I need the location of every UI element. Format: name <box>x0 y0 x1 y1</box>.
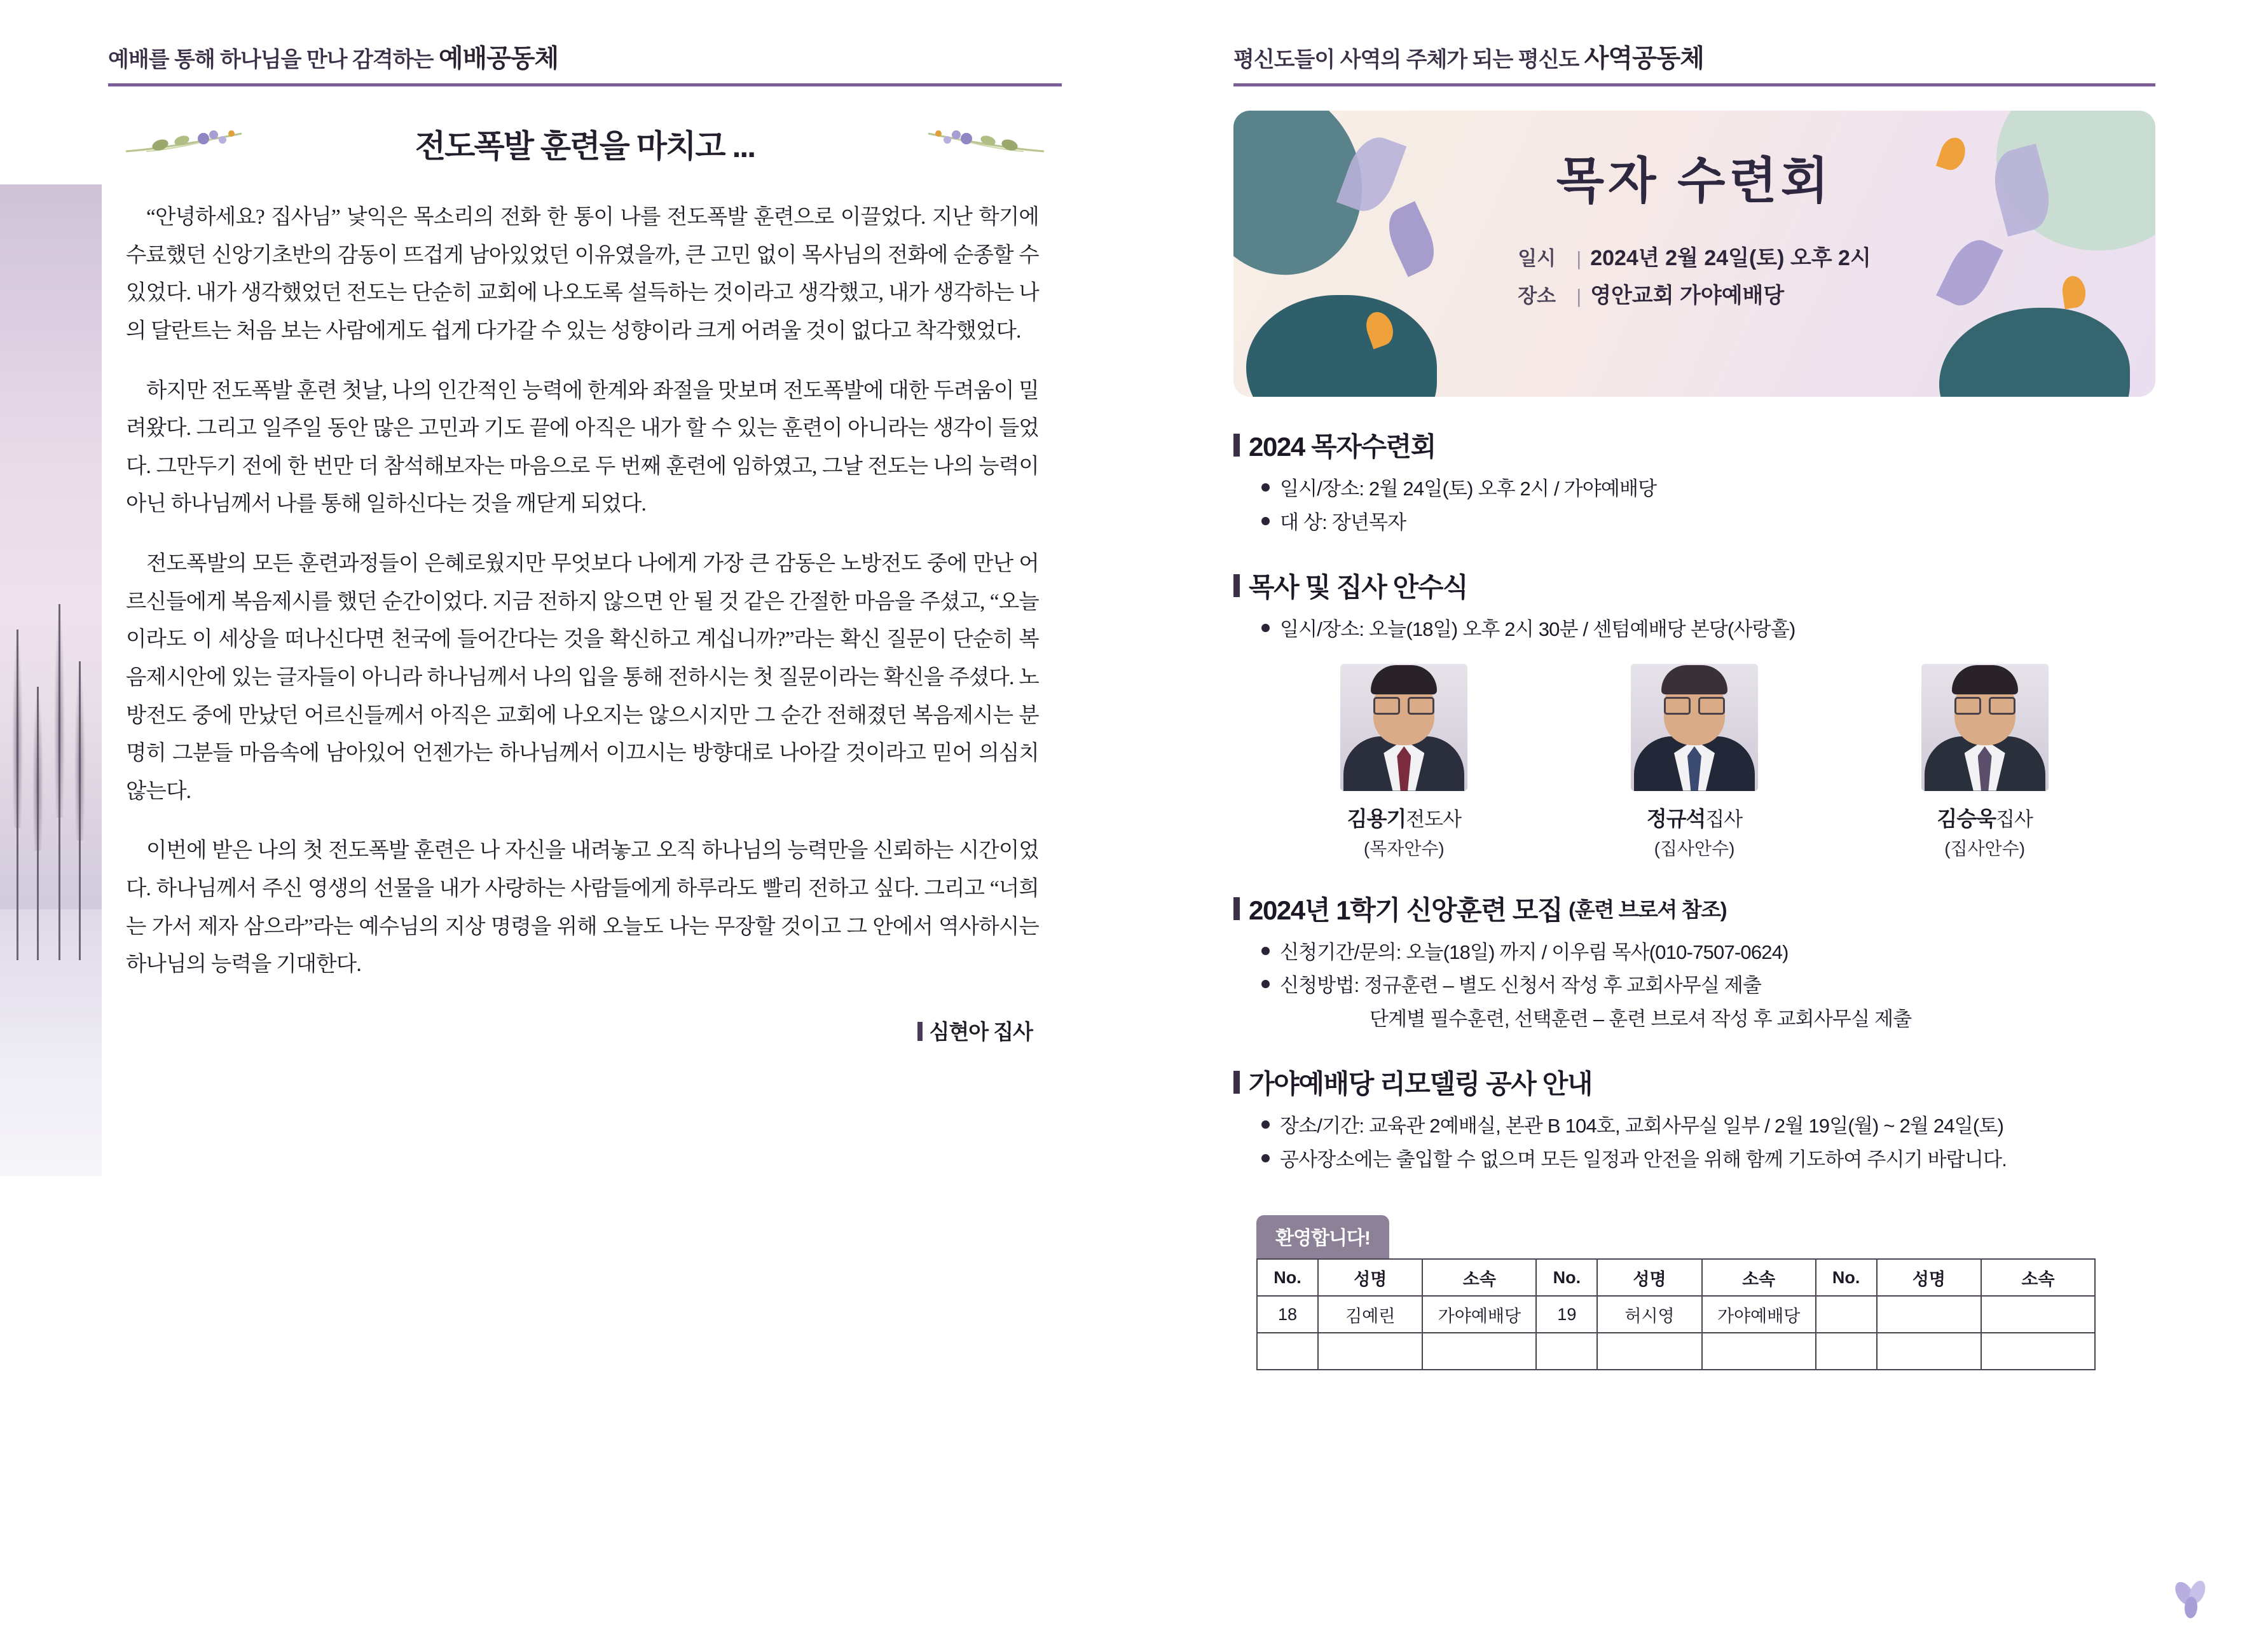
flower-logo-icon <box>2168 1574 2215 1621</box>
table-cell: 가야예배당 <box>1702 1296 1816 1333</box>
decorative-photo-strip <box>0 184 102 1176</box>
welcome-section <box>1233 1215 2155 1370</box>
article-paragraph: 이번에 받은 나의 첫 전도폭발 훈련은 나 자신을 내려놓고 오직 하나님의 능력만을 신뢰하는 시간이었다. 하나님께서 주신 영생의 선물을 내가 사랑하는 사람들에게 하루라도 빨리 전하고 싶다. 그리고 “너희는 가서 제자 삼으라”라는 예수님의 지상 명령을 위해 오늘도 나는 무장할 것이고 그 안에서 역사하시는 하나님의 능력을 기대한다. <box>126 839 1039 977</box>
left-section-header <box>108 38 1062 86</box>
person-card <box>1589 664 1799 860</box>
table-header-cell: 소속 <box>1981 1259 2095 1296</box>
bullet-dot-icon <box>1261 980 1270 988</box>
table-cell: 허시영 <box>1597 1296 1701 1333</box>
list-item-text: 장소/기간: 교육관 2예배실, 본관 B 104호, 교회사무실 일부 / 2월 19일(월) ~ 2월 24일(토) <box>1280 1115 2004 1137</box>
banner-place-row <box>1518 278 1871 309</box>
bullet-tick-icon <box>1233 574 1240 597</box>
table-cell <box>1257 1333 1318 1370</box>
person-name-row <box>1880 802 2090 832</box>
glasses-icon <box>1373 697 1434 712</box>
ordination-portraits <box>1233 664 2155 860</box>
tree-icon <box>37 687 39 960</box>
person-name: 김승욱 <box>1937 806 1996 830</box>
list-item <box>1261 1112 2155 1141</box>
byline-name: 심현아 집사 <box>929 1019 1033 1043</box>
right-column <box>1233 38 2155 1370</box>
list-item-text: 일시/장소: 오늘(18일) 오후 2시 30분 / 센텀예배당 본당(사랑홀) <box>1280 618 1795 640</box>
list-item <box>1261 474 2155 504</box>
byline-bar-icon <box>917 1022 923 1041</box>
article-title: 전도폭발 훈련을 마치고 ... <box>415 128 755 164</box>
list-item-text: 신청방법: 정규훈련 – 별도 신청서 작성 후 교회사무실 제출 <box>1280 974 1762 996</box>
list-item-text: 단계별 필수훈련, 선택훈련 – 훈련 브로셔 작성 후 교회사무실 제출 <box>1370 1007 1912 1030</box>
bullet-tick-icon <box>1233 434 1240 457</box>
left-section-header-text <box>108 38 1062 74</box>
notice-block-title <box>1233 567 2155 605</box>
person-name-row <box>1589 802 1799 832</box>
list-item-text: 일시/장소: 2월 24일(토) 오후 2시 / 가야예배당 <box>1280 478 1657 500</box>
left-header-emphasis: 예배공동체 <box>438 45 559 72</box>
floral-ornament-left-icon <box>121 123 267 162</box>
list-item-text: 신청기간/문의: 오늘(18일) 까지 / 이우림 목사(010-7507-0624) <box>1280 940 1789 963</box>
tree-icon <box>17 630 18 960</box>
banner-title: 목자 수련회 <box>1556 153 1833 209</box>
banner-divider-icon: | <box>1576 285 1582 307</box>
notice-block-title <box>1233 890 2155 928</box>
bullet-dot-icon <box>1261 947 1270 955</box>
right-header-lead: 평신도들이 사역의 주체가 되는 평신도 <box>1233 48 1579 72</box>
left-header-lead: 예배를 통해 하나님을 만나 감격하는 <box>108 48 434 72</box>
article-paragraph: “안녕하세요? 집사님” 낯익은 목소리의 전화 한 통이 나를 전도폭발 훈련으로 이끌었다. 지난 학기에 수료했던 신앙기초반의 감동이 뜨겁게 남아있었던 이유였을까, 큰 고민 없이 목사님의 전화에 순종할 수 있었다. 내가 생각했었던 전도는 단순히 교회에 나오도록 설득하는 것이라고 생각했고, 내가 생각하는 나의 달란트는 처음 보는 사람에게도 쉽게 다가갈 수 있는 성향이라 크게 어려울 것이 없다고 착각했었다. <box>126 205 1039 343</box>
notice-block-title <box>1233 1063 2155 1101</box>
person-name: 김용기 <box>1347 806 1406 830</box>
table-cell: 19 <box>1536 1296 1597 1333</box>
bullet-dot-icon <box>1261 483 1270 492</box>
avatar <box>1340 664 1467 791</box>
article-byline <box>108 1015 1062 1045</box>
tree-icon <box>58 604 60 960</box>
bullet-dot-icon <box>1261 1120 1270 1129</box>
table-header-cell: 소속 <box>1702 1259 1816 1296</box>
table-header-cell: 성명 <box>1318 1259 1422 1296</box>
bullet-dot-icon <box>1261 1154 1270 1162</box>
notice-block-training <box>1233 890 2155 1035</box>
notice-title-text: 2024년 1학기 신앙훈련 모집 <box>1249 895 1563 925</box>
notice-title-text: 2024 목자수련회 <box>1249 432 1436 462</box>
banner-date-row <box>1518 240 1871 272</box>
notice-bullets <box>1233 474 2155 537</box>
banner-date-value: 2024년 2월 24일(토) 오후 2시 <box>1590 246 1871 270</box>
notice-title-text: 목사 및 집사 안수식 <box>1249 572 1468 602</box>
bullet-dot-icon <box>1261 517 1270 525</box>
table-cell: 김예린 <box>1318 1296 1422 1333</box>
table-cell <box>1422 1333 1536 1370</box>
table-cell <box>1816 1296 1877 1333</box>
person-role: (집사안수) <box>1654 838 1735 858</box>
banner-place-label: 장소 <box>1518 285 1556 307</box>
person-card <box>1299 664 1509 860</box>
glasses-icon <box>1954 697 2015 712</box>
banner-blob-icon <box>1939 308 2130 397</box>
table-cell <box>1816 1333 1877 1370</box>
left-column <box>108 38 1062 1045</box>
glasses-icon <box>1664 697 1725 712</box>
right-header-emphasis: 사역공동체 <box>1584 45 1704 72</box>
list-item-text: 공사장소에는 출입할 수 없으며 모든 일정과 안전을 위해 함께 기도하여 주시기 바랍니다. <box>1280 1148 2007 1171</box>
table-cell <box>1877 1333 1981 1370</box>
banner-content <box>1233 111 2155 315</box>
banner-meta <box>1518 240 1871 315</box>
table-header-cell: 성명 <box>1597 1259 1701 1296</box>
right-section-header-text <box>1233 38 2155 74</box>
event-banner <box>1233 111 2155 397</box>
table-cell: 18 <box>1257 1296 1318 1333</box>
notice-title-sub: (훈련 브로셔 참조) <box>1569 898 1727 921</box>
table-cell <box>1597 1333 1701 1370</box>
article-paragraph: 하지만 전도폭발 훈련 첫날, 나의 인간적인 능력에 한계와 좌절을 맛보며 전도폭발에 대한 두려움이 밀려왔다. 그리고 일주일 동안 많은 고민과 기도 끝에 아직은 내가 할 수 있는 훈련이 아니라는 생각이 들었다. 그만두기 전에 한 번만 더 참석해보자는 마음으로 두 번째 훈련에 임하였고, 그날 전도는 나의 능력이 아닌 하나님께서 나를 통해 일하신다는 것을 깨닫게 되었다. <box>126 378 1039 516</box>
table-row <box>1257 1333 2095 1370</box>
table-header-row <box>1257 1259 2095 1296</box>
notice-block-title <box>1233 426 2155 464</box>
person-title: 집사 <box>1705 808 1743 830</box>
person-role: (집사안수) <box>1944 838 2026 858</box>
welcome-tab-label: 환영합니다! <box>1256 1215 1389 1258</box>
list-item-text: 대 상: 장년목자 <box>1280 511 1406 533</box>
list-item <box>1261 508 2155 538</box>
list-item <box>1261 938 2155 968</box>
notice-title-text: 가야예배당 리모델링 공사 안내 <box>1249 1069 1593 1099</box>
table-cell <box>1981 1296 2095 1333</box>
person-card <box>1880 664 2090 860</box>
article-body <box>108 198 1062 984</box>
banner-divider-icon: | <box>1576 247 1582 270</box>
notice-bullets <box>1233 615 2155 645</box>
notice-block-retreat <box>1233 426 2155 537</box>
avatar <box>1631 664 1758 791</box>
list-item <box>1261 971 2155 1001</box>
table-header-cell: No. <box>1257 1259 1318 1296</box>
photo-ground <box>0 909 102 1176</box>
tree-icon <box>79 661 81 960</box>
notice-bullets <box>1233 938 2155 1035</box>
article-paragraph: 전도폭발의 모든 훈련과정들이 은혜로웠지만 무엇보다 나에게 가장 큰 감동은 노방전도 중에 만난 어르신들에게 복음제시를 했던 순간이었다. 지금 전하지 않으면 안 될 것 같은 간절한 마음을 주셨고, “오늘이라도 이 세상을 떠나신다면 천국에 들어간다는 것을 확신하고 계십니까?”라는 확신 질문이 단순히 복음제시안에 있는 글자들이 아니라 하나님께서 나의 입을 통해 전하시는 첫 질문이라는 확신을 주셨다. 노방전도 중에 만났던 어르신들께서 아직은 교회에 나오지는 않으시지만 그 순간 전해졌던 복음제시는 분명히 그분들 마음속에 남아있어 언젠가는 하나님께서 이끄시는 방향대로 나아갈 것이라고 믿어 의심치 않는다. <box>126 552 1039 803</box>
table-row <box>1257 1296 2095 1333</box>
table-header-cell: No. <box>1816 1259 1877 1296</box>
bullet-tick-icon <box>1233 897 1240 920</box>
floral-ornament-right-icon <box>903 123 1049 162</box>
person-name: 정규석 <box>1646 806 1706 830</box>
table-cell: 가야예배당 <box>1422 1296 1536 1333</box>
article-title-row <box>108 121 1062 167</box>
table-header-cell: No. <box>1536 1259 1597 1296</box>
notice-bullets <box>1233 1112 2155 1174</box>
welcome-table <box>1256 1258 2096 1370</box>
banner-date-label: 일시 <box>1518 247 1556 270</box>
person-name-row <box>1299 802 1509 832</box>
table-cell <box>1981 1333 2095 1370</box>
table-cell <box>1318 1333 1422 1370</box>
right-section-header <box>1233 38 2155 86</box>
person-title: 전도사 <box>1406 808 1462 830</box>
table-cell <box>1702 1333 1816 1370</box>
table-cell <box>1877 1296 1981 1333</box>
bullet-tick-icon <box>1233 1071 1240 1094</box>
banner-place-value: 영안교회 가야예배당 <box>1590 284 1785 308</box>
list-item <box>1261 1145 2155 1175</box>
list-item <box>1261 615 2155 645</box>
table-header-cell: 성명 <box>1877 1259 1981 1296</box>
avatar <box>1921 664 2049 791</box>
table-cell <box>1536 1333 1597 1370</box>
table-header-cell: 소속 <box>1422 1259 1536 1296</box>
list-item <box>1261 1005 2155 1035</box>
person-title: 집사 <box>1996 808 2033 830</box>
notice-block-remodeling <box>1233 1063 2155 1174</box>
bullet-dot-icon <box>1261 624 1270 632</box>
notice-block-ordination <box>1233 567 2155 860</box>
person-role: (목자안수) <box>1363 838 1445 858</box>
